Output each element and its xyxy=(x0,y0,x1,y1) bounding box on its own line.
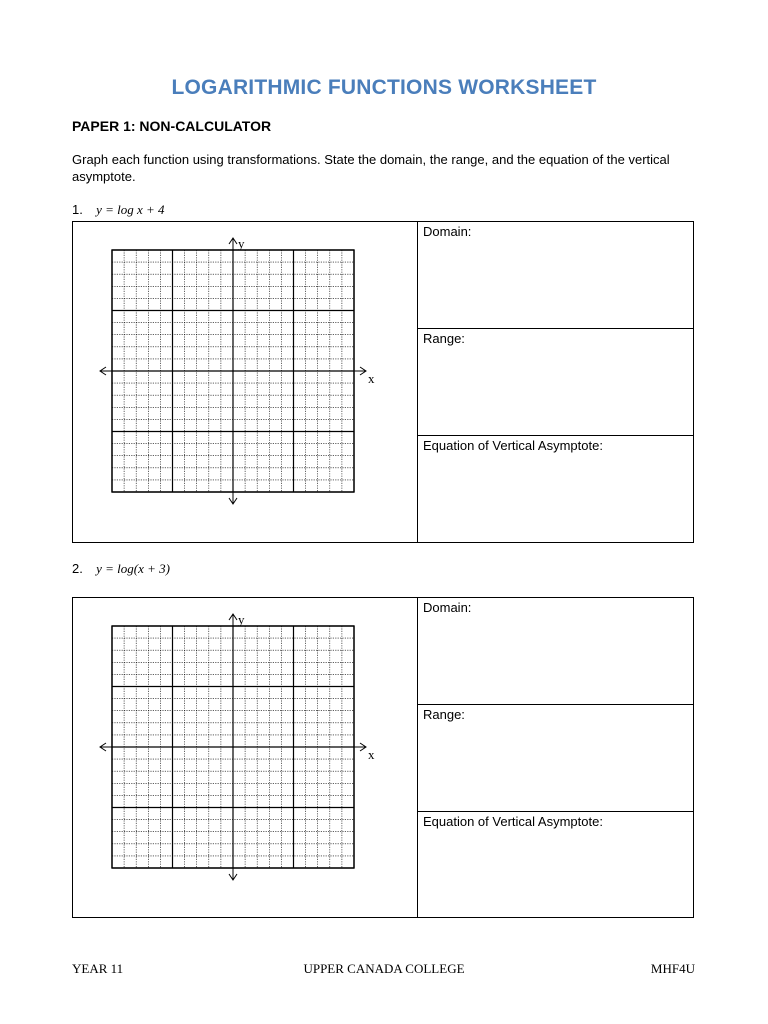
question-equation: y = log(x + 3) xyxy=(96,561,170,576)
question-equation: y = log x + 4 xyxy=(96,202,165,217)
instructions: Graph each function using transformations. State the domain, the range, and the equation of the vertical asymptote. xyxy=(72,152,670,184)
footer-course: MHF4U xyxy=(650,961,695,976)
graph-area xyxy=(73,222,418,542)
x-axis-label: x xyxy=(368,371,375,386)
domain-cell[interactable] xyxy=(417,222,693,329)
question-1-label xyxy=(72,202,165,218)
domain-cell[interactable] xyxy=(417,598,693,705)
question-2-label xyxy=(72,561,170,577)
coordinate-grid[interactable] xyxy=(97,608,397,908)
domain-label: Domain: xyxy=(423,600,472,615)
graph-area xyxy=(73,598,418,917)
domain-label: Domain: xyxy=(423,224,472,239)
question-number: 1. xyxy=(72,202,83,217)
x-axis-label: x xyxy=(368,747,375,762)
range-cell[interactable] xyxy=(417,705,693,812)
question-2-box xyxy=(72,597,694,918)
worksheet-title: LOGARITHMIC FUNCTIONS WORKSHEET xyxy=(171,76,597,99)
range-cell[interactable] xyxy=(417,329,693,436)
asymptote-cell[interactable] xyxy=(417,812,693,917)
question-number: 2. xyxy=(72,561,83,576)
asymptote-label: Equation of Vertical Asymptote: xyxy=(423,438,603,453)
coordinate-grid[interactable] xyxy=(97,232,397,532)
y-axis-label: y xyxy=(238,612,245,627)
range-label: Range: xyxy=(423,331,465,346)
answer-area xyxy=(417,598,693,917)
y-axis-label: y xyxy=(238,236,245,251)
footer-school: UPPER CANADA COLLEGE xyxy=(303,961,465,976)
question-1-box xyxy=(72,221,694,543)
asymptote-cell[interactable] xyxy=(417,436,693,542)
range-label: Range: xyxy=(423,707,465,722)
answer-area xyxy=(417,222,693,542)
asymptote-label: Equation of Vertical Asymptote: xyxy=(423,814,603,829)
footer-year: YEAR 11 xyxy=(72,961,124,976)
paper-subtitle: PAPER 1: NON-CALCULATOR xyxy=(72,118,272,134)
